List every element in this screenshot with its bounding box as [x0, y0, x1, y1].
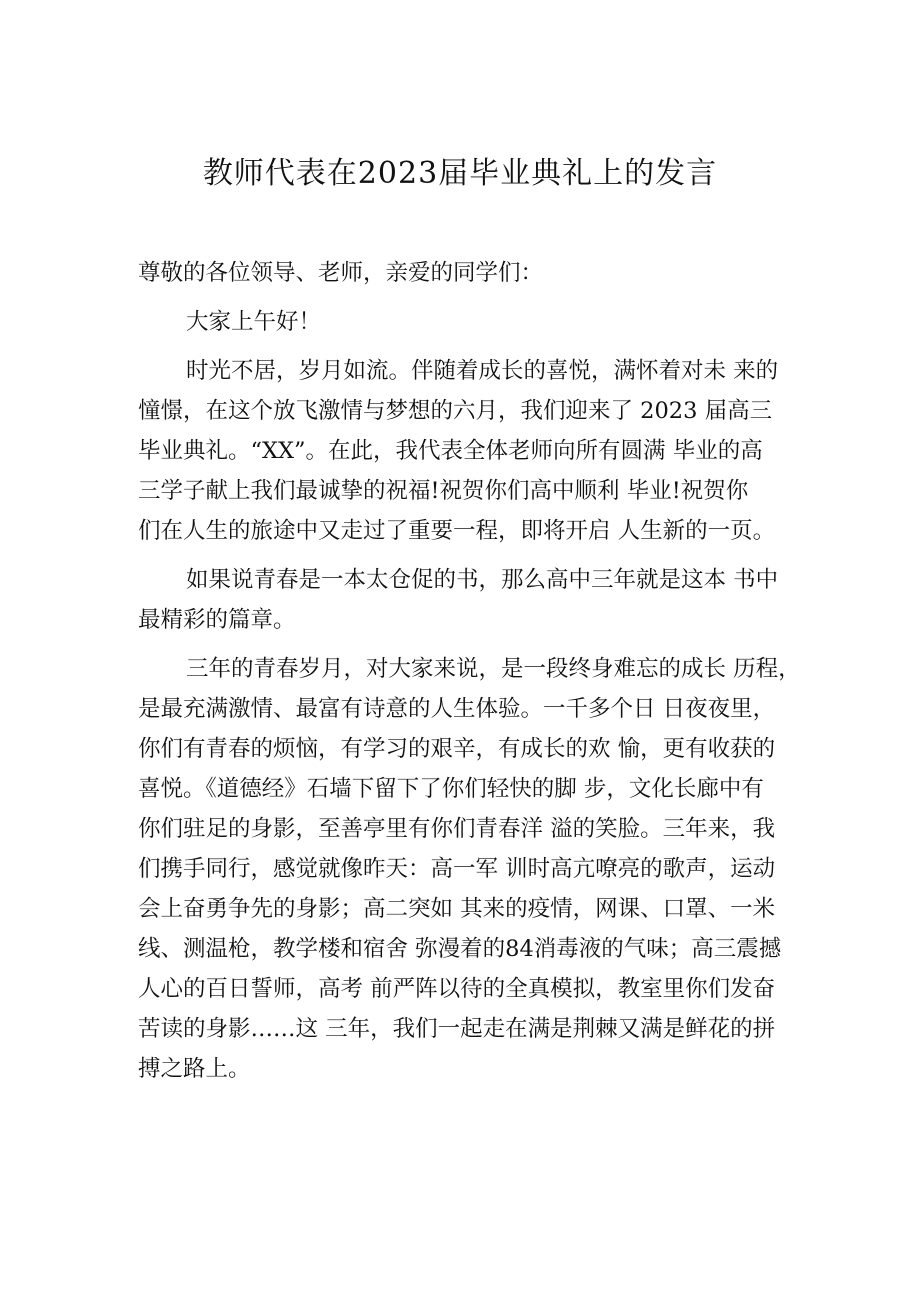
text-line: 们在人生的旅途中又走过了重要一程，即将开启 人生新的一页。	[138, 518, 776, 544]
text-line: 三学子献上我们最诚挚的祝福!祝贺你们高中顺利 毕业!祝贺你	[138, 478, 749, 504]
text-line: 尊敬的各位领导、老师，亲爱的同学们：	[138, 260, 544, 286]
text-line: 喜悦。《道德经》石墙下留下了你们轻快的脚 步，文化长廊中有	[138, 776, 764, 802]
text-line: 们携手同行，感觉就像昨天：高一军 训时高亢嘹亮的歌声，运动	[138, 856, 776, 882]
text-line: 如果说青春是一本太仓促的书，那么高中三年就是这本 书中	[186, 567, 779, 593]
text-line: 大家上午好！	[186, 309, 322, 335]
text-line: 是最充满激情、最富有诗意的人生体验。一千多个日 日夜夜里，	[138, 696, 776, 722]
text-line: 憧憬，在这个放飞激情与梦想的六月，我们迎来了 2023 届高三	[138, 398, 773, 424]
document-title: 教师代表在2023届毕业典礼上的发言	[202, 156, 718, 191]
text-line: 搏之路上。	[138, 1056, 251, 1082]
paragraph-gap	[138, 551, 818, 560]
text-line: 苦读的身影……这 三年，我们一起走在满是荆棘又满是鲜花的拼	[138, 1016, 776, 1042]
document-body	[138, 253, 818, 1089]
text-line: 你们驻足的身影，至善亭里有你们青春洋 溢的笑脸。三年来，我	[138, 816, 776, 842]
text-line: 你们有青春的烦恼，有学习的艰辛，有成长的欢 愉，更有收获的	[138, 736, 776, 762]
text-line: 人心的百日誓师，高考 前严阵以待的全真模拟，教室里你们发奋	[138, 976, 776, 1002]
text-line: 最精彩的篇章。	[138, 607, 296, 633]
text-line: 毕业典礼。“XX”。在此，我代表全体老师向所有圆满 毕业的高	[138, 438, 763, 464]
text-line: 时光不居，岁月如流。伴随着成长的喜悦，满怀着对未 来的	[186, 358, 779, 384]
text-line: 会上奋勇争先的身影；高二突如 其来的疫情，网课、口罩、一米	[138, 896, 776, 922]
paragraph-gap	[138, 293, 818, 302]
text-line: 三年的青春岁月，对大家来说，是一段终身难忘的成长 历程，	[186, 656, 801, 682]
paragraph-gap	[138, 640, 818, 649]
text-line: 线、测温枪，教学楼和宿舍 弥漫着的84消毒液的气味；高三震撼	[138, 936, 782, 962]
paragraph-gap	[138, 342, 818, 351]
